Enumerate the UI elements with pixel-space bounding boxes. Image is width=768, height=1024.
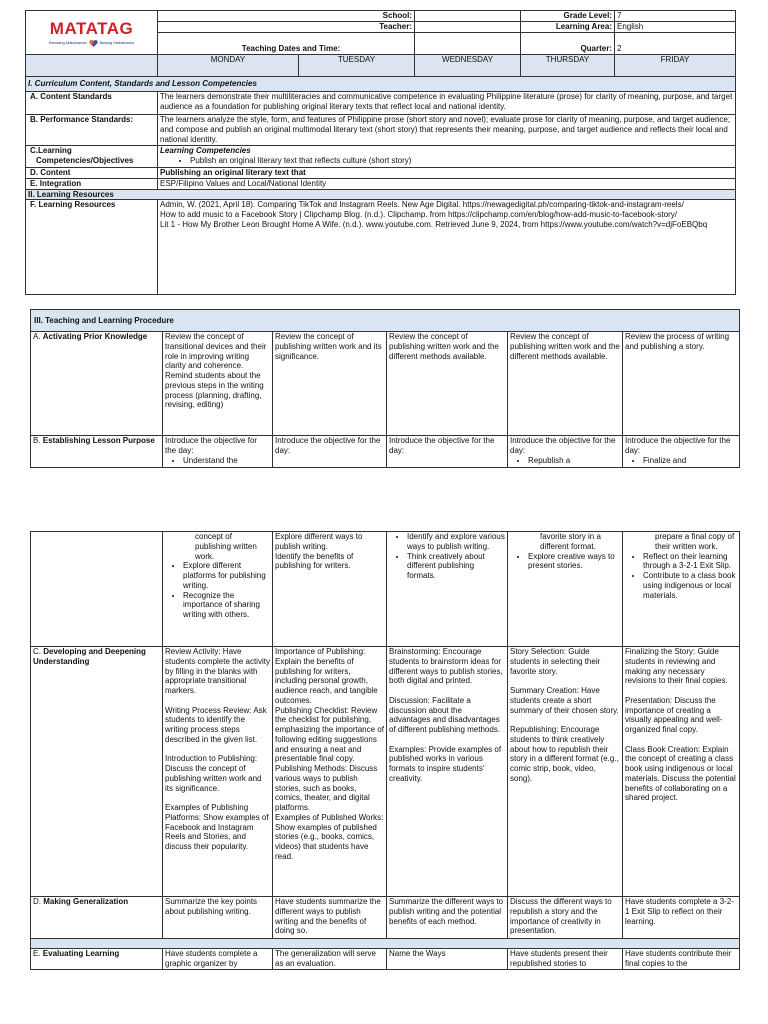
evaluating-learning-label: E. Evaluating Learning — [31, 949, 163, 970]
competencies-heading: Learning Competencies — [160, 146, 251, 155]
procedure-table-part-1 — [30, 309, 740, 468]
learning-resources-label: F. Learning Resources — [26, 200, 158, 295]
day-header-friday: FRIDAY — [615, 55, 736, 77]
learning-area-label: Learning Area: — [521, 22, 615, 33]
teacher-label: Teacher: — [158, 22, 415, 33]
section-2-title: II. Learning Resources — [26, 189, 736, 200]
evaluating-wednesday: Name the Ways — [387, 949, 508, 970]
performance-standards-text: The learners analyze the style, form, and features of Philippine prose (short story and novel); evaluate prose for clarity of meaning, purpose, and target audience; and compose and publish an original multimodal literary text (short story) that represents their meaning, purpose, and target audience and reflects their local and national identity. — [158, 115, 736, 146]
evaluating-friday: Have students contribute their final copies to the — [623, 949, 740, 970]
establishing-friday: Introduce the objective for the day: • Finalize and — [623, 436, 740, 468]
evaluating-tuesday: The generalization will serve as an evaluation. — [273, 949, 387, 970]
curriculum-table — [25, 54, 736, 295]
performance-standards-label: B. Performance Standards: — [26, 115, 158, 146]
activating-monday: Review the concept of transitional devices and their role in improving writing clarity and coherence. Remind students about the previous steps in the writing process (planning, drafting, revising, editing) — [163, 332, 273, 436]
quarter-value: 2 — [615, 33, 736, 55]
generalization-wednesday: Summarize the different ways to publish writing and the potential benefits of each method. — [387, 897, 508, 939]
quarter-label: Quarter: — [521, 33, 615, 55]
evaluating-thursday: Have students present their republished stories to — [508, 949, 623, 970]
activating-tuesday: Review the concept of publishing written work and its significance. — [273, 332, 387, 436]
generalization-friday: Have students complete a 3-2-1 Exit Slip to reflect on their learning. — [623, 897, 740, 939]
content-label: D. Content — [26, 168, 158, 179]
developing-thursday: Story Selection: Guide students in selecting their favorite story. Summary Creation: Have students create a short summary of their chosen story. Republishing: Encourage students to think creatively about how to republish their story in a different format (e.g., comic strip, book, video, song). — [508, 647, 623, 897]
heart-icon — [89, 40, 98, 47]
learning-resources-list — [158, 200, 736, 295]
day-header-thursday: THURSDAY — [521, 55, 615, 77]
grade-level-label: Grade Level: — [521, 11, 615, 22]
section-divider — [31, 939, 740, 949]
establishing-purpose-label: B. Establishing Lesson Purpose — [31, 436, 163, 468]
making-generalization-label: D. Making Generalization — [31, 897, 163, 939]
logo-tagline: Bansang Makabansa Batang Makabansa — [48, 40, 135, 46]
resource-item: Lit 1 - How My Brother Leon Brought Home A Wife. (n.d.). www.youtube.com. Retrieved June 9, 2024, from https://www.youtube.com/watch?v=djFoEBQbq — [160, 219, 708, 229]
resource-item: Admin, W. (2021, April 18). Comparing TikTok and Instagram Reels. New Age Digital. https://newagedigital.ph/comparing-tiktok-and-instagram-reels/ — [160, 200, 684, 210]
procedure-table-part-2 — [30, 531, 740, 970]
generalization-monday: Summarize the key points about publishing writing. — [163, 897, 273, 939]
content-standards-text: The learners demonstrate their multiliteracies and communicative competence in evaluating Philippine literature (prose) for clarity of meaning, purpose, and target audience as a foundation for publishing original literary texts that reflect local and national identity. — [158, 92, 736, 115]
establishing-cont-tuesday: Explore different ways to publish writing. Identify the benefits of publishing for writers. — [273, 532, 387, 647]
establishing-cont-monday: concept of publishing written work. • Explore different platforms for publishing writing. • Recognize the importance of sharing writing with others. — [163, 532, 273, 647]
activating-thursday: Review the concept of publishing written work and the different methods available. — [508, 332, 623, 436]
teaching-dates-label: Teaching Dates and Time: — [158, 33, 415, 55]
generalization-tuesday: Have students summarize the different ways to publish writing and the benefits of doing so. — [273, 897, 387, 939]
establishing-monday: Introduce the objective for the day: • Understand the — [163, 436, 273, 468]
header-meta-table — [520, 10, 736, 55]
logo-wordmark: MATATAG — [49, 18, 134, 38]
establishing-tuesday: Introduce the objective for the day: — [273, 436, 387, 468]
section-3-title: III. Teaching and Learning Procedure — [31, 310, 740, 332]
competency-item: • Publish an original literary text that reflects culture (short story) — [190, 156, 733, 166]
matatag-logo — [26, 11, 158, 55]
establishing-cont-thursday: favorite story in a different format. • Explore creative ways to present stories. — [508, 532, 623, 647]
developing-tuesday: Importance of Publishing: Explain the benefits of publishing for writers, including personal growth, audience reach, and tangible outcomes. Publishing Checklist: Review the checklist for publishing, emphasizing the importance of following editing suggestions and ensuring a neat and presentable final copy. Publishing Methods: Discuss various ways to publish stories, such as books, comics, theater, and digital platforms. Examples of Published Works: Show examples of published stories (e.g., books, comics, videos) that students have read. — [273, 647, 387, 897]
day-header-blank — [26, 55, 158, 77]
activating-prior-knowledge-label: A. Activating Prior Knowledge — [31, 332, 163, 436]
activating-friday: Review the process of writing and publishing a story. — [623, 332, 740, 436]
establishing-cont-wednesday: • Identify and explore various ways to publish writing. • Think creatively about different publishing formats. — [387, 532, 508, 647]
day-header-tuesday: TUESDAY — [299, 55, 415, 77]
establishing-cont-friday: prepare a final copy of their written work. • Reflect on their learning through a 3-2-1 Exit Slip. • Contribute to a class book using indigenous or local materials. — [623, 532, 740, 647]
content-text: Publishing an original literary text that — [158, 168, 736, 179]
developing-monday: Review Activity: Have students complete the activity by filling in the blanks with appropriate transitional markers. Writing Process Review: Ask students to identify the writing process steps described in the given list. Introduction to Publishing: Discuss the concept of publishing written work and its significance. Examples of Publishing Platforms: Show examples of Facebook and Instagram Reels and Stories, and discuss their popularity. — [163, 647, 273, 897]
competencies-cell — [158, 146, 736, 168]
competencies-label: C.Learning Competencies/Objectives — [26, 146, 158, 168]
learning-area-value: English — [615, 22, 736, 33]
section-1-title: I. Curriculum Content, Standards and Lesson Competencies — [26, 77, 736, 92]
school-label: School: — [158, 11, 415, 22]
integration-label: E. Integration — [26, 178, 158, 189]
resource-item: How to add music to a Facebook Story | Clipchamp Blog. (n.d.). Clipchamp. from https://clipchamp.com/en/blog/how-add-music-to-facebook-story/ — [160, 210, 677, 219]
developing-wednesday: Brainstorming: Encourage students to brainstorm ideas for different ways to publish stories, both digital and printed. Discussion: Facilitate a discussion about the advantages and disadvantages of different publishing methods. Examples: Provide examples of published works in various formats to inspire students' creativity. — [387, 647, 508, 897]
developing-understanding-label: C. Developing and Deepening Understanding — [31, 647, 163, 897]
evaluating-monday: Have students complete a graphic organizer by — [163, 949, 273, 970]
grade-level-value: 7 — [615, 11, 736, 22]
developing-friday: Finalizing the Story: Guide students in reviewing and making any necessary revisions to their final copies. Presentation: Discuss the importance of creating a visually appealing and well-organized final copy. Class Book Creation: Explain the concept of creating a class book using indigenous or local materials. Discuss the potential benefits of collaborating on a shared project. — [623, 647, 740, 897]
establishing-thursday: Introduce the objective for the day: • Republish a — [508, 436, 623, 468]
content-standards-label: A. Content Standards — [26, 92, 158, 115]
establishing-wednesday: Introduce the objective for the day: — [387, 436, 508, 468]
integration-text: ESP/Filipino Values and Local/National Identity — [158, 178, 736, 189]
activating-wednesday: Review the concept of publishing written work and the different methods available. — [387, 332, 508, 436]
generalization-thursday: Discuss the different ways to republish a story and the importance of creativity in presentation. — [508, 897, 623, 939]
establishing-cont-label — [31, 532, 163, 647]
day-header-monday: MONDAY — [158, 55, 299, 77]
day-header-wednesday: WEDNESDAY — [415, 55, 521, 77]
